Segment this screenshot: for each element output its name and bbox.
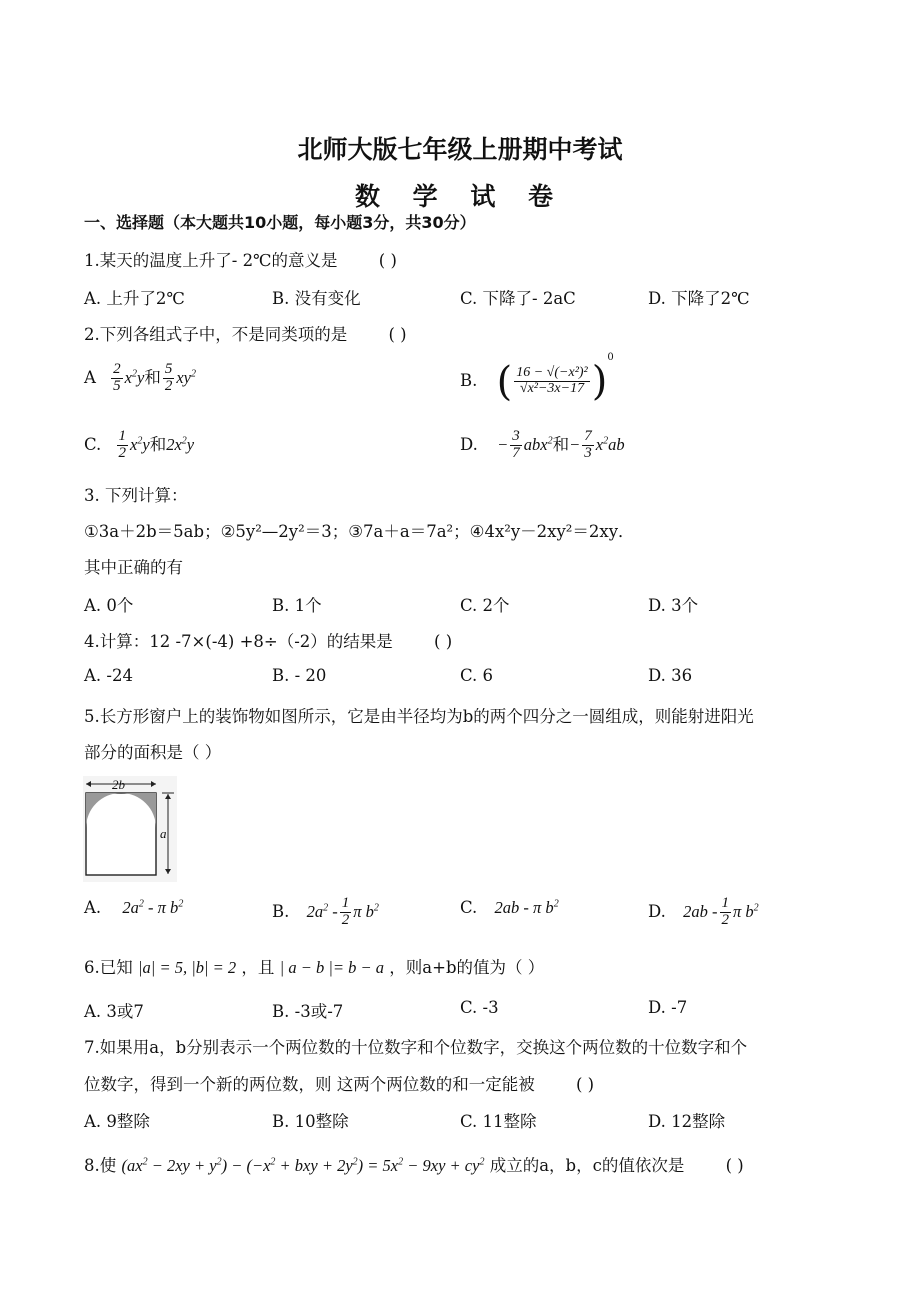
fraction: $\frac{3}{7}$ <box>512 428 520 461</box>
q7-option-c: C. 11整除 <box>460 1112 537 1131</box>
question-4-stem: 4.计算：12 -7×(-4) +8÷（-2）的结果是 <box>84 632 393 651</box>
section-heading: 一、选择题（本大题共10小题，每小题3分，共30分） <box>84 213 476 232</box>
fraction: $\frac{1}{2}$ <box>341 895 350 928</box>
answer-paren: ( ) <box>378 251 397 270</box>
fraction: $\frac{5}{2}$ <box>164 361 173 394</box>
question-3-stem: 3. 下列计算： <box>84 486 188 505</box>
q7-option-b: B. 10整除 <box>272 1112 349 1131</box>
question-8: 8.使 $(ax^2 - 2xy + y^2) - (-x^2$ + bxy + $2y^2) = 5x^2 - 9xy + cy^2$ 成立的a，b，c的值依次是 ( ) <box>84 1156 744 1175</box>
answer-paren: ( ) <box>434 632 453 651</box>
q4-option-b: B. - 20 <box>272 666 327 685</box>
q4-option-c: C. 6 <box>460 666 494 685</box>
question-6-mid: ，且 <box>241 958 275 977</box>
connector-he: 和 <box>552 434 570 454</box>
q3-option-c: C. 2个 <box>460 596 510 615</box>
q5-option-d: D. 2ab - $\frac{1}{2}$ π $b^2$ <box>648 895 759 928</box>
q3-option-a: A. 0个 <box>84 596 134 615</box>
fraction: $\frac{1}{2}$ <box>118 428 127 461</box>
question-1 <box>84 247 397 271</box>
question-6-pre: 6.已知 <box>84 958 133 977</box>
q6-option-c: C. -3 <box>460 998 499 1017</box>
window-figure <box>82 776 178 882</box>
option-label: C. <box>84 434 102 454</box>
option-label: D. <box>648 901 666 921</box>
question-7 <box>84 1071 594 1095</box>
connector-he: 和 <box>144 367 161 387</box>
option-label: C. <box>460 898 478 917</box>
q6-option-a: A. 3或7 <box>84 1002 144 1021</box>
question-8-pre: 8.使 <box>84 1156 117 1175</box>
q1-option-d: D. 下降了2℃ <box>648 289 750 308</box>
q4-option-a: A. -24 <box>84 666 133 685</box>
question-5-stem-2: 部分的面积是（ ） <box>84 743 222 762</box>
question-7-stem-1: 7.如果用a，b分别表示一个两位数的十位数字和个位数字，交换这个两位数的十位数字和个 <box>84 1038 748 1057</box>
question-2-stem: 2.下列各组式子中，不是同类项的是 <box>84 325 348 344</box>
fraction: $\frac{7}{3}$ <box>584 428 592 461</box>
q2-option-b: B. ( $\frac{\text{16 − √(−x²)²}}{\text{√x²−3x−17}}$ )$^0$ <box>460 352 614 405</box>
q3-option-d: D. 3个 <box>648 596 699 615</box>
fraction: $\frac{2}{5}$ <box>113 361 121 394</box>
question-6: 6.已知 |a| = 5, |b| = 2 ，且 | a − b |= b − a ，则a+b的值为（ ） <box>84 958 545 977</box>
question-8-post: 成立的a，b，c的值依次是 <box>489 1156 685 1175</box>
figure-label-2b: 2b <box>112 777 125 792</box>
question-7-stem-2: 位数字，得到一个新的两位数，则 这两个两位数的和一定能被 <box>84 1075 535 1094</box>
connector-he: 和 <box>149 434 167 454</box>
figure-label-a: a <box>160 826 167 841</box>
fraction: $\frac{1}{2}$ <box>721 895 730 928</box>
option-label: D. <box>460 434 478 454</box>
question-5-stem-1: 5.长方形窗户上的装饰物如图所示，它是由半径均为b的两个四分之一圆组成，则能射进阳光 <box>84 707 754 726</box>
q7-option-d: D. 12整除 <box>648 1112 726 1131</box>
q1-option-a: A. 上升了2℃ <box>84 289 185 308</box>
question-2 <box>84 321 407 345</box>
answer-paren: ( ) <box>576 1075 595 1094</box>
answer-paren: ( ) <box>725 1156 744 1175</box>
q6-option-d: D. -7 <box>648 998 688 1017</box>
q5-option-c: C. 2ab - π $b^2$ <box>460 898 559 917</box>
option-label: A. <box>84 898 102 917</box>
q1-option-b: B. 没有变化 <box>272 289 361 308</box>
question-1-stem: 1.某天的温度上升了- 2℃的意义是 <box>84 251 338 270</box>
q3-option-b: B. 1个 <box>272 596 322 615</box>
exam-title: 北师大版七年级上册期中考试 <box>297 135 623 164</box>
q5-option-a: A. $2a^2$ - π $b^2$ <box>84 898 184 917</box>
q1-option-c: C. 下降了- 2aC <box>460 289 576 308</box>
option-label: B. <box>460 371 478 390</box>
q2-option-c: C. $\frac{1}{2}$ $x^2y$和$2x^2y$ <box>84 428 195 461</box>
question-3-items: ①3a＋2b＝5ab；②5y²—2y²＝3；③7a＋a＝7a²；④4x²y－2xy²＝2xy． <box>84 522 635 541</box>
q2-option-a: A $\frac{2}{5}$ $x^2y$和 $\frac{5}{2}$ $xy^2$ <box>84 361 196 394</box>
question-3-tail: 其中正确的有 <box>84 558 183 577</box>
q6-option-b: B. -3或-7 <box>272 1002 344 1021</box>
q7-option-a: A. 9整除 <box>84 1112 150 1131</box>
answer-paren: ( ) <box>388 325 407 344</box>
question-6-post: ，则a+b的值为（ ） <box>389 958 545 977</box>
q5-option-b: B. $2a^2$ - $\frac{1}{2}$ π $b^2$ <box>272 895 379 928</box>
option-label: B. <box>272 901 290 921</box>
option-label: A <box>84 367 96 387</box>
fraction: $\frac{\text{16 − √(−x²)²}}{\text{√x²−3x−17}}$ <box>516 365 588 396</box>
question-4 <box>84 628 452 652</box>
exam-subtitle: 数 学 试 卷 <box>354 182 566 211</box>
q4-option-d: D. 36 <box>648 666 693 685</box>
q2-option-d: D. − $\frac{3}{7}$ abx$^2$和− $\frac{7}{3}$ $x^2ab$ <box>460 428 625 461</box>
